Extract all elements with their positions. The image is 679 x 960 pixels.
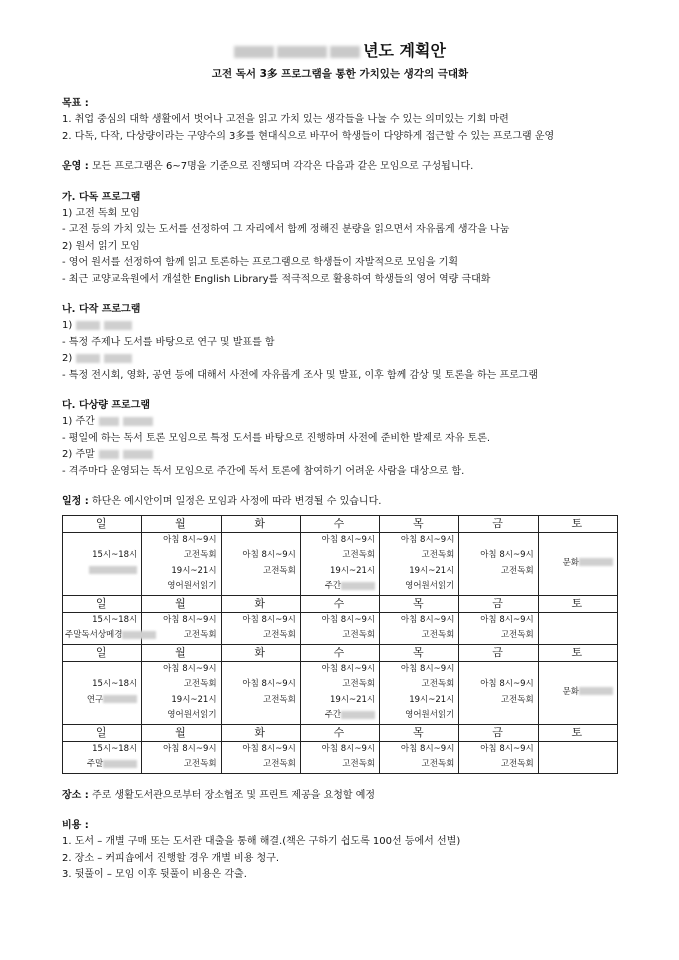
schedule-cell-line: 19시~21시 [171, 694, 217, 705]
schedule-cell-line: 아침 8시~9시 [480, 679, 534, 689]
schedule-cell-line: 고전독회 [183, 630, 217, 640]
schedule-cell-line: 19시~21시 [409, 694, 455, 705]
day-header-cell: 화 [221, 724, 300, 741]
schedule-cell [380, 741, 459, 773]
day-header-cell: 금 [459, 515, 538, 532]
redacted-text [99, 450, 119, 459]
day-header-cell: 토 [538, 724, 617, 741]
section-line: 1) 고전 독회 모임 [62, 207, 140, 219]
section-line: - 격주마다 운영되는 독서 모임으로 주간에 독서 토론에 참여하기 어려운 사람을 대상으로 함. [62, 465, 465, 477]
schedule-cell [221, 532, 300, 595]
redacted-text [123, 417, 153, 426]
schedule-cell-line: 아침 8시~9시 [163, 743, 217, 754]
day-header-cell: 금 [459, 644, 538, 661]
schedule-cell [63, 612, 142, 644]
redacted-text [99, 417, 119, 426]
schedule-cell [142, 661, 221, 724]
schedule-week-row [63, 532, 618, 595]
section-line: - 특정 전시회, 영화, 공연 등에 대해서 사전에 자유롭게 조사 및 발표, 이후 함께 감상 및 토론을 하는 프로그램 [62, 369, 539, 381]
redacted-text [76, 321, 100, 330]
program-reading [62, 190, 618, 289]
day-header-cell: 금 [459, 595, 538, 612]
schedule-cell-line: 아침 8시~9시 [242, 550, 296, 560]
schedule-cell-line: 아침 8시~9시 [480, 614, 534, 625]
redacted-text [122, 631, 156, 639]
schedule-cell-line: 주간 [303, 579, 375, 595]
schedule-cell [459, 661, 538, 724]
section-line: 1) [62, 318, 618, 335]
schedule-cell [300, 612, 379, 644]
redacted-text [104, 354, 132, 363]
schedule-cell-line: 주말독서상메경 [65, 628, 137, 644]
program-thinking [62, 398, 618, 480]
day-header-cell: 화 [221, 595, 300, 612]
schedule-cell-line: 아침 8시~9시 [400, 614, 455, 625]
operation-text: 모든 프로그램은 6~7명을 기준으로 진행되며 각각은 다음과 같은 모임으로 구성됩니다. [92, 161, 474, 172]
day-header-cell: 수 [300, 724, 379, 741]
schedule-cell-line: 영어원서읽기 [167, 710, 217, 720]
schedule-cell-line: 아침 8시~9시 [321, 663, 376, 674]
schedule-cell-line: 아침 8시~9시 [163, 663, 217, 674]
schedule-cell [538, 741, 617, 773]
schedule-cell-line: 아침 8시~9시 [400, 663, 455, 674]
schedule-cell [63, 661, 142, 724]
day-header-cell: 목 [380, 644, 459, 661]
schedule-cell-line: 아침 8시~9시 [242, 614, 296, 625]
schedule-cell-line: 고전독회 [262, 565, 296, 576]
schedule-cell-line: 연구 [65, 693, 137, 709]
section-line: 2) 원서 읽기 모임 [62, 240, 140, 252]
schedule-cell-line: 문화 [541, 685, 613, 701]
section-line: - 고전 등의 가치 있는 도서를 선정하여 그 자리에서 함께 정해진 분량을 읽으면서 자유롭게 생각을 나눔 [62, 224, 510, 235]
schedule-week-row [63, 661, 618, 724]
day-header-cell: 월 [142, 595, 221, 612]
schedule-week-row [63, 741, 618, 773]
cost-section [62, 818, 618, 884]
cost-heading: 비용 : [62, 820, 89, 831]
day-header-cell: 월 [142, 515, 221, 532]
day-header-cell: 목 [380, 724, 459, 741]
schedule-cell-line: 문화 [541, 556, 613, 572]
section-line: - 최근 교양교육원에서 개설한 English Library를 적극적으로 활용하여 학생들의 영어 역량 극대화 [62, 273, 491, 285]
redacted-text [104, 321, 132, 330]
schedule-cell [459, 612, 538, 644]
schedule-cell-line: 고전독회 [421, 679, 455, 689]
schedule-cell-line: 고전독회 [342, 630, 376, 640]
schedule-cell [142, 532, 221, 595]
document-page [62, 40, 618, 884]
section-line: - 평일에 하는 독서 토론 모임으로 특정 도서를 바탕으로 진행하며 사전에 준비한 발제로 자유 토론. [62, 432, 491, 444]
schedule-cell [221, 661, 300, 724]
day-header-cell: 월 [142, 644, 221, 661]
schedule-note: 하단은 예시안이며 일정은 모임과 사정에 따라 변경될 수 있습니다. [92, 496, 382, 507]
schedule-table [62, 515, 618, 774]
schedule-cell-line: 아침 8시~9시 [163, 614, 217, 625]
section-heading: 다. 다상량 프로그램 [62, 400, 151, 411]
operation-heading: 운영 : [62, 161, 89, 172]
schedule-day-header-row [63, 644, 618, 661]
schedule-cell-line: 19시~21시 [171, 565, 217, 576]
redacted-text [277, 46, 327, 58]
day-header-cell: 토 [538, 644, 617, 661]
schedule-cell-line: 19시~21시 [409, 565, 455, 576]
operation-section [62, 159, 618, 176]
cost-item: 1. 도서 – 개별 구매 또는 도서관 대출을 통해 해결.(책은 구하기 쉽도록 100선 등에서 선별) [62, 836, 461, 847]
day-header-cell: 목 [380, 515, 459, 532]
schedule-cell-line: 주말 [65, 757, 137, 773]
redacted-text [103, 695, 137, 703]
schedule-cell-line: 아침 8시~9시 [242, 679, 296, 689]
redacted-text [123, 450, 153, 459]
schedule-heading: 일정 : [62, 496, 89, 507]
day-header-cell: 월 [142, 724, 221, 741]
doc-title: 년도 계획안 [62, 40, 618, 62]
redacted-text [579, 687, 613, 695]
place-section [62, 788, 618, 805]
schedule-cell-line: 주간 [303, 708, 375, 724]
day-header-cell: 일 [63, 724, 142, 741]
day-header-cell: 수 [300, 595, 379, 612]
schedule-cell-line: 아침 8시~9시 [480, 743, 534, 754]
doc-subtitle: 고전 독서 3多 프로그램을 통한 가치있는 생각의 극대화 [211, 68, 469, 80]
place-text: 주로 생활도서관으로부터 장소협조 및 프린트 제공을 요청할 예정 [92, 789, 376, 801]
redacted-text [341, 711, 375, 719]
redacted-text [330, 46, 360, 58]
schedule-cell-line: 15시~18시 [92, 743, 138, 754]
schedule-cell-line: 15시~18시 [92, 550, 138, 560]
section-line: - 특정 주제나 도서를 바탕으로 연구 및 발표를 함 [62, 336, 275, 348]
schedule-cell [300, 532, 379, 595]
day-header-cell: 일 [63, 515, 142, 532]
day-header-cell: 금 [459, 724, 538, 741]
day-header-cell: 수 [300, 644, 379, 661]
schedule-cell-line: 영어원서읽기 [167, 581, 217, 591]
schedule-cell [221, 612, 300, 644]
redacted-text [234, 46, 274, 58]
schedule-intro [62, 494, 618, 511]
redacted-text [341, 582, 375, 590]
place-heading: 장소 : [62, 789, 89, 801]
schedule-cell-line: 고전독회 [342, 679, 376, 689]
schedule-cell [63, 532, 142, 595]
day-header-cell: 일 [63, 595, 142, 612]
schedule-day-header-row [63, 724, 618, 741]
schedule-cell-line: 아침 8시~9시 [400, 743, 455, 754]
goal-section [62, 96, 618, 145]
schedule-cell-line: 19시~21시 [329, 694, 376, 705]
day-header-cell: 수 [300, 515, 379, 532]
schedule-cell [380, 661, 459, 724]
schedule-cell-line: 고전독회 [183, 550, 217, 560]
schedule-day-header-row [63, 515, 618, 532]
schedule-cell-line: 영어원서읽기 [405, 581, 455, 591]
section-line: 1) 주간 [62, 414, 618, 431]
schedule-cell [300, 741, 379, 773]
section-line: 2) 주말 [62, 447, 618, 464]
schedule-cell [538, 532, 617, 595]
section-heading: 가. 다독 프로그램 [62, 191, 141, 203]
schedule-cell-line: 고전독회 [262, 759, 296, 769]
section-line: - 영어 원서를 선정하여 함께 읽고 토론하는 프로그램으로 학생들이 자발적으로 모임을 기획 [62, 257, 458, 268]
redacted-text [579, 558, 613, 566]
schedule-cell-line: 아침 8시~9시 [400, 534, 455, 545]
schedule-cell-line: 아침 8시~9시 [321, 614, 376, 625]
schedule-cell-line [65, 564, 137, 580]
schedule-cell-line: 영어원서읽기 [405, 710, 455, 720]
schedule-cell-line: 고전독회 [342, 550, 376, 560]
schedule-cell-line: 고전독회 [262, 694, 296, 705]
schedule-cell-line: 고전독회 [500, 565, 534, 576]
schedule-cell-line: 아침 8시~9시 [242, 743, 296, 754]
day-header-cell: 토 [538, 595, 617, 612]
schedule-cell-line: 아침 8시~9시 [163, 534, 217, 545]
schedule-cell-line: 19시~21시 [329, 565, 376, 576]
schedule-cell [459, 532, 538, 595]
redacted-text [103, 760, 137, 768]
schedule-cell-line: 고전독회 [421, 759, 455, 769]
section-heading: 나. 다작 프로그램 [62, 304, 141, 315]
schedule-cell-line: 고전독회 [500, 630, 534, 640]
schedule-cell-line: 고전독회 [183, 759, 217, 769]
schedule-cell [300, 661, 379, 724]
goal-item: 2. 다독, 다작, 다상량이라는 구양수의 3多를 현대식으로 바꾸어 학생들이 다양하게 접근할 수 있는 프로그램 운영 [62, 130, 555, 142]
schedule-cell [142, 612, 221, 644]
day-header-cell: 화 [221, 515, 300, 532]
schedule-cell [380, 532, 459, 595]
day-header-cell: 토 [538, 515, 617, 532]
day-header-cell: 목 [380, 595, 459, 612]
schedule-cell-line: 고전독회 [342, 759, 376, 769]
schedule-cell-line: 아침 8시~9시 [321, 534, 376, 545]
schedule-week-row [63, 612, 618, 644]
schedule-cell [142, 741, 221, 773]
schedule-cell [63, 741, 142, 773]
schedule-cell-line: 15시~18시 [92, 679, 138, 689]
schedule-day-header-row [63, 595, 618, 612]
goal-item: 1. 취업 중심의 대학 생활에서 벗어나 고전을 읽고 가치 있는 생각들을 나눌 수 있는 의미있는 기회 마련 [62, 114, 509, 125]
schedule-cell [538, 661, 617, 724]
schedule-cell [538, 612, 617, 644]
schedule-cell-line: 고전독회 [500, 694, 534, 705]
schedule-cell-line: 15시~18시 [92, 614, 138, 625]
schedule-cell-line: 고전독회 [183, 679, 217, 689]
day-header-cell: 화 [221, 644, 300, 661]
cost-item: 3. 뒷풀이 – 모임 이후 뒷풀이 비용은 각출. [62, 869, 247, 880]
goal-heading: 목표 : [62, 98, 89, 109]
section-line: 2) [62, 351, 618, 368]
schedule-cell-line: 아침 8시~9시 [480, 550, 534, 560]
cost-item: 2. 장소 – 커피숍에서 진행할 경우 개별 비용 청구. [62, 852, 280, 864]
schedule-cell [459, 741, 538, 773]
schedule-cell [380, 612, 459, 644]
program-writing [62, 302, 618, 384]
schedule-cell [221, 741, 300, 773]
redacted-text [89, 566, 137, 574]
day-header-cell: 일 [63, 644, 142, 661]
schedule-cell-line: 고전독회 [421, 550, 455, 560]
schedule-cell-line: 고전독회 [262, 630, 296, 640]
schedule-cell-line: 고전독회 [421, 630, 455, 640]
schedule-cell-line: 아침 8시~9시 [321, 743, 376, 754]
redacted-text [76, 354, 100, 363]
schedule-cell-line: 고전독회 [500, 759, 534, 769]
